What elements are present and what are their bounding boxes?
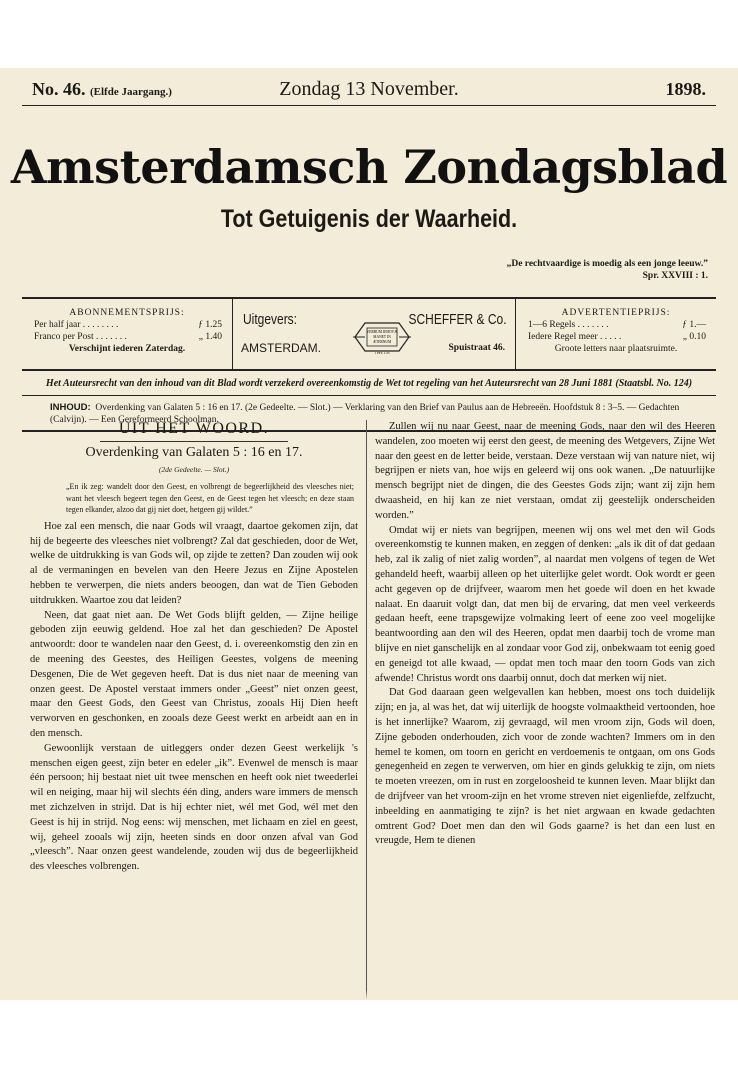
paragraph: Neen, dat gaat niet aan. De Wet Gods blijft gelden, — Zijne heilige geboden zijn eeuwig geldend. Hoe zal het dan geschieden? De Apostel antwoordt: door te wandelen naar den Geest, d. i. overeenkomstig den zin en de meening des Geestes, des Heiligen Geestes, volgens de meening Desgenen, Die de Wet gegeven heeft. Dat is dus niet naar de meening van onzen geest. De Apostel verstaat immers onder „Geest” niet onzen geest, maar den Geest Gods, den Geest van Christus, zooals Hij Dien heeft verworven en geschonken, en zooals deze Geest werkt en arbeidt aan en in den mensch.: [30, 609, 358, 740]
article-heading: Overdenking van Galaten 5 : 16 en 17.: [85, 444, 303, 460]
motto: [507, 259, 708, 283]
advertising-heading: ADVERTENTIEPRIJS:: [561, 308, 671, 318]
advertising-row: Iedere Regel meer . . . . . „ 0.10: [528, 332, 706, 342]
issue-header: [22, 77, 716, 106]
page-edge: [0, 990, 738, 1000]
copyright-notice: Het Auteursrecht van den inhoud van dit Blad wordt verzekerd overeenkomstig de Wet tot regeling van het Auteursrecht van 28 Juni 1881 (Staatsbl. No. 124): [45, 378, 693, 389]
advertising-box: [515, 299, 716, 369]
article-column-right: [366, 420, 715, 1000]
subscription-note: Verschijnt iederen Zaterdag.: [68, 344, 186, 354]
publisher-box: [233, 299, 515, 369]
newspaper-title: Amsterdamsch Zondagsblad: [10, 140, 728, 194]
subscription-row: Franco per Post . . . . . . . „ 1.40: [34, 332, 222, 342]
publisher-name: SCHEFFER & Co.: [408, 311, 507, 328]
emblem-text: ÆTERNUM: [372, 340, 392, 344]
emblem-text: MANET IN: [373, 335, 391, 339]
info-box: [22, 297, 716, 371]
advertising-row: 1—6 Regels . . . . . . . ƒ 1.—: [528, 320, 706, 330]
subscription-heading: ABONNEMENTSPRIJS:: [69, 308, 185, 318]
paragraph: Hoe zal een mensch, die naar Gods wil vraagt, daartoe gekomen zijn, dat hij de begeerte des vleesches niet volbrengt? Zal dat geschieden, door de Wet, welke de uitdrukking is van Gods wil, op zijde te zetten? Dan zouden wij ook al de vermaningen en bevelen van den Heere Jezus en Zijne Apostelen hebben te verwerpen, die niets anders beoogen, dan wat de Tien Geboden uitdrukken. Waartoe zou dat leiden?: [30, 520, 358, 606]
subscription-row: Per half jaar . . . . . . . . ƒ 1.25: [34, 320, 222, 330]
volume-label: (Elfde Jaargang.): [90, 86, 172, 98]
issue-year: 1898.: [665, 79, 706, 99]
emblem-text: 1 PET. 1:25: [374, 351, 390, 355]
newspaper-subtitle: Tot Getuigenis der Waarheid.: [220, 205, 518, 233]
publisher-label: Uitgevers:: [243, 311, 298, 328]
publisher-emblem-icon: [351, 319, 413, 355]
contents-label: INHOUD:: [50, 402, 91, 413]
publisher-street: Spuistraat 46.: [448, 343, 505, 353]
motto-reference: Spr. XXVIII : 1.: [642, 271, 708, 281]
paragraph: Gewoonlijk verstaan de uitleggers onder dezen Geest werkelijk 's menschen eigen geest, zijn beter en edeler „ik”. Evenwel de mensch is maar één persoon; hij bestaat niet uit twee menschen en heeft ook niet tweederlei wil en neiging, maar hij wil slechts één ding, anders ware immers de mensch met zichzelven in strijd. Dat is hij echter niet, wél met God, wél met den Geest is hij in strijd. Nog eens: wij menschen, met lichaam en ziel en geest, wij, geheel zooals wij zijn, heeten sinds en door onzen afval van God „vleesch”. Naar onzen geest wandelende, zouden wij dus de begeerlijkheid des vleesches volbrengen.: [30, 742, 358, 873]
scripture-quote: „En ik zeg: wandelt door den Geest, en volbrengt de begeerlijkheid des vleesches niet; want het vleesch begeert tegen den Geest, en de Geest tegen het vleesch; en deze staan tegen elkander, alzoo dat gij niet doet, hetgeen gij wildet.”: [66, 482, 354, 515]
paragraph: Dat God daaraan geen welgevallen kan hebben, moest ons toch duidelijk zijn; en ja, al was het, dat wij uiterlijk de hoogste volmaaktheid vertoonden, hoe is het innerlijke? Waarom, zij gevraagd, wil men vroom zijn, Gods wil doen, Zijne geboden onderhouden, zich voor de zonde wachten? Immers om in den hemel te komen, om toorn en gericht en verdoemenis te ontgaan, om ons Gods genegenheid en zegen te verwerven, om hier en ginds gelukkig te zijn, om niets te moeten vreezen, om in rust en zorgeloosheid te kunnen leven. Maar blijkt dan de drijfveer van het vroom-zijn en het vrome streven niet eigenliefde, zelfzucht, inbeelding en aanmatiging te zijn? is het niet argwaan en kwade gedachten omtrent God? Doet men dan den wil Gods gaarne? is het dan een lust en vreugde, Hem te dienen: [375, 687, 715, 847]
paragraph: Zullen wij nu naar Geest, naar de meening Gods, naar den wil des Heeren wandelen, zoo moeten wij eerst den geest, de meening des Wetgevers, Zijne Wet naar den geest en de letter beide, verstaan. Deze verstaan wij van nature niet, wij begrijpen er niets van, hoe wijs en geleerd wij ons ook wanen. „De natuurlijke mensch begrijpt niet de dingen, die des Geestes Gods zijn; want zij zijn hem dwaasheid, en hij kan ze niet verstaan, omdat zij geestelijk onderscheiden worden.”: [375, 421, 715, 521]
contents-text: Overdenking van Galaten 5 : 16 en 17. (2e Gedeelte. — Slot.) — Verklaring van den Brief van Paulus aan de Hebreeën. Hoofdstuk 8 : 3–5. — Gedachten (Calvijn). — Een Gereformeerd Schoolman.: [50, 403, 680, 425]
subscription-box: [22, 299, 233, 369]
motto-text: „De rechtvaardige is moedig als een jonge leeuw.”: [506, 259, 708, 269]
issue-date: Zondag 13 November.: [279, 78, 459, 100]
issue-number: No. 46. (Elfde Jaargang.): [32, 79, 172, 99]
article-column-left: [30, 420, 358, 1000]
divider: [100, 441, 288, 442]
emblem-text: VERBUM JEHOVÆ: [366, 330, 398, 334]
advertising-note: Groote letters naar plaatsruimte.: [554, 344, 678, 354]
newspaper-page: [0, 68, 738, 1000]
section-title: UIT HET WOORD.: [118, 420, 270, 437]
publisher-city: AMSTERDAM.: [241, 341, 322, 355]
paragraph: Omdat wij er niets van begrijpen, meenen wij ons wel met den wil Gods overeenkomstig te kunnen maken, en zeggen of denken: „als ik dit of dat gedaan heb, zal ik zalig of niet zalig worden”, al naardat men volgens of tegen de Wet gehandeld heeft, waarbij alleen op het uiterlijke gelet wordt. Ook wordt er geen acht gegeven op de drijfveer, waarom men het goede wil doen en het kwade nalaat. En daaruit volgt dan, dat men bij de ervaring, dat men veel verkeerds gedaan heeft, eene trapsgewijze volmaking leert of eene zoo veel mogelijke beantwoording aan den wil des Heeren, opdat men daarbij toch de vrome man blijve en niet ganschelijk en al zondaar voor God zij, onbekwaam tot eenig goed en geneigd tot alle kwaad, — opdat men toch maar den toorn Gods van zich afwende! Christus wordt ons daarbij onnut, doch dat merken wij niet.: [375, 524, 715, 684]
article-part: (2de Gedeelte. — Slot.): [158, 464, 230, 474]
